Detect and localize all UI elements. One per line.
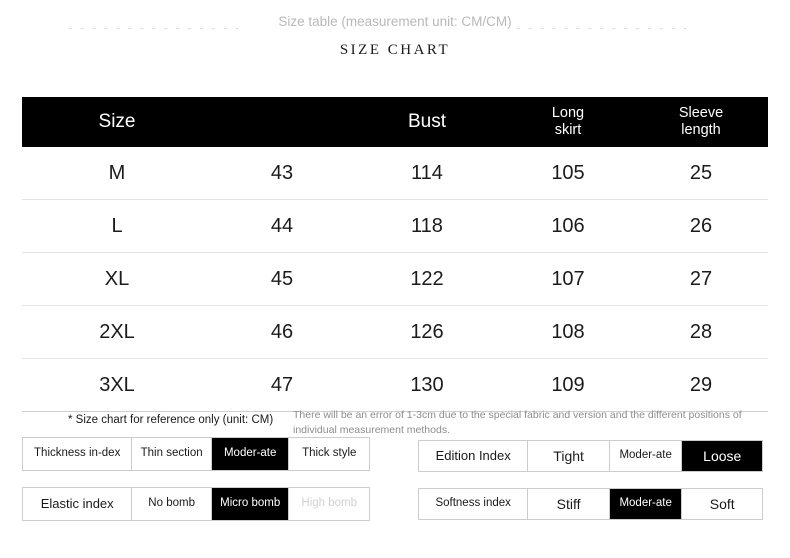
edition-index-label: Edition Index: [419, 441, 528, 471]
softness-option-soft[interactable]: Soft: [709, 495, 735, 512]
elastic-index-label: Elastic index: [23, 488, 132, 520]
cell-bust: 118: [352, 200, 502, 253]
cell-shoulder: 46: [212, 306, 352, 359]
column-header-bust: Bust: [352, 97, 502, 147]
cell-long-skirt: 107: [502, 253, 634, 306]
cell-shoulder: 44: [212, 200, 352, 253]
column-header-blank: [212, 97, 352, 147]
column-header-sleeve-length: [634, 97, 768, 147]
size-chart-table: [22, 97, 768, 412]
table-row: [22, 359, 768, 412]
table-header: [22, 97, 768, 147]
cell-bust: 114: [352, 147, 502, 200]
table-header-row: [22, 97, 768, 147]
edition-option-loose[interactable]: Loose: [682, 441, 762, 471]
decorative-dashes-left: - - - - - - - - - - - - - - -: [68, 20, 242, 35]
softness-index-scale: [418, 488, 763, 520]
table-row: [22, 200, 768, 253]
cell-size: XL: [22, 253, 212, 306]
cell-bust: 126: [352, 306, 502, 359]
thickness-index-label: Thickness in-dex: [23, 438, 132, 470]
table-row: [22, 306, 768, 359]
cell-sleeve: 27: [634, 253, 768, 306]
measurement-unit-subtitle: Size table (measurement unit: CM/CM): [278, 14, 512, 29]
table-row: [22, 147, 768, 200]
column-header-sleeve-line2: length: [681, 122, 721, 138]
cell-sleeve: 26: [634, 200, 768, 253]
header: [0, 0, 790, 70]
softness-option-moderate[interactable]: Moder-ate: [610, 489, 683, 519]
thickness-option-thick[interactable]: Thick style: [302, 447, 357, 460]
column-header-long-skirt-line1: Long: [551, 105, 585, 122]
table-row: [22, 253, 768, 306]
edition-option-tight[interactable]: Tight: [528, 441, 610, 471]
elastic-option-micro-bomb[interactable]: Micro bomb: [212, 488, 290, 520]
edition-option-moderate[interactable]: Moder-ate: [610, 441, 683, 471]
cell-size: M: [22, 147, 212, 200]
cell-sleeve: 28: [634, 306, 768, 359]
thickness-option-thin[interactable]: Thin section: [132, 438, 212, 470]
elastic-index-scale: [22, 487, 370, 521]
cell-shoulder: 43: [212, 147, 352, 200]
cell-bust: 122: [352, 253, 502, 306]
elastic-option-no-bomb[interactable]: No bomb: [132, 488, 212, 520]
edition-index-scale: [418, 440, 763, 472]
cell-long-skirt: 109: [502, 359, 634, 412]
cell-sleeve: 25: [634, 147, 768, 200]
table-body: [22, 147, 768, 412]
cell-long-skirt: 106: [502, 200, 634, 253]
elastic-option-high-bomb[interactable]: High bomb: [301, 497, 358, 510]
cell-size: L: [22, 200, 212, 253]
cell-size: 2XL: [22, 306, 212, 359]
thickness-index-scale: [22, 437, 370, 471]
reference-note: * Size chart for reference only (unit: CM): [68, 414, 274, 426]
softness-index-label: Softness index: [419, 489, 528, 519]
size-chart-table-wrapper: [22, 97, 768, 412]
cell-long-skirt: 108: [502, 306, 634, 359]
column-header-size: Size: [22, 97, 212, 147]
cell-shoulder: 47: [212, 359, 352, 412]
cell-bust: 130: [352, 359, 502, 412]
cell-sleeve: 29: [634, 359, 768, 412]
page-title: SIZE CHART: [339, 42, 451, 58]
cell-long-skirt: 105: [502, 147, 634, 200]
cell-shoulder: 45: [212, 253, 352, 306]
cell-size: 3XL: [22, 359, 212, 412]
column-header-long-skirt-line2: skirt: [554, 122, 582, 138]
measurement-error-note: There will be an error of 1-3cm due to the special fabric and version and the different positions of individual measurement methods.: [293, 409, 742, 437]
softness-option-stiff[interactable]: Stiff: [528, 489, 610, 519]
column-header-long-skirt: [502, 97, 634, 147]
thickness-option-moderate[interactable]: Moder-ate: [212, 438, 290, 470]
decorative-dashes-right: - - - - - - - - - - - - - - -: [516, 20, 690, 35]
column-header-sleeve-line1: Sleeve: [678, 105, 724, 122]
